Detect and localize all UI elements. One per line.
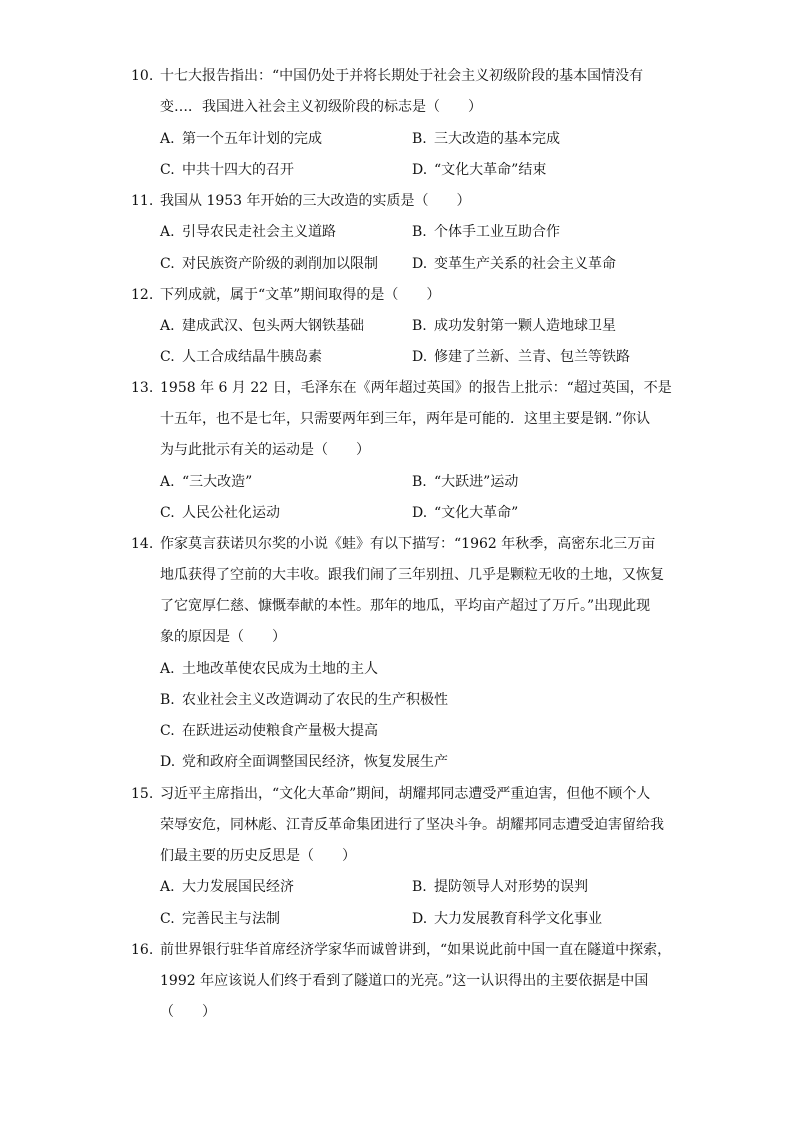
question-stem-line: 1958 年 6 月 22 日，毛泽东在《两年超过英国》的报告上批示：“超过英国，不是 bbox=[160, 380, 672, 396]
question-stem-line: 象的原因是（ ） bbox=[160, 629, 286, 645]
option-a[interactable]: A. 建成武汉、包头两大钢铁基础 bbox=[160, 318, 364, 334]
option-b[interactable]: B. “大跃进”运动 bbox=[412, 474, 519, 490]
option-c[interactable]: C. 对民族资产阶级的剥削加以限制 bbox=[160, 256, 378, 272]
option-a[interactable]: A. 土地改革使农民成为土地的主人 bbox=[160, 661, 378, 677]
option-c[interactable]: C. 人工合成结晶牛胰岛素 bbox=[160, 349, 322, 365]
question-stem-line: （ ） bbox=[160, 1004, 216, 1020]
question-stem-line: 变…．我国进入社会主义初级阶段的标志是（ ） bbox=[160, 99, 482, 115]
question-stem-line: 们最主要的历史反思是（ ） bbox=[160, 848, 356, 864]
question-stem-line: 荣辱安危，同林彪、江青反革命集团进行了坚决斗争。胡耀邦同志遭受迫害留给我 bbox=[160, 817, 664, 833]
question-number: 11. bbox=[131, 193, 154, 209]
question-stem-line: 十五年，也不是七年，只需要两年到三年，两年是可能的．这里主要是钢．”你认 bbox=[160, 411, 651, 427]
question-stem-line: 地瓜获得了空前的大丰收。跟我们闹了三年别扭、几乎是颗粒无收的土地，又恢复 bbox=[160, 567, 664, 583]
question-stem-line: 为与此批示有关的运动是（ ） bbox=[160, 442, 370, 458]
question-number: 13. bbox=[131, 380, 154, 396]
option-c[interactable]: C. 在跃进运动使粮食产量极大提高 bbox=[160, 723, 378, 739]
question-stem-line: 1992 年应该说人们终于看到了隧道口的光亮。”这一认识得出的主要依据是中国 bbox=[160, 973, 649, 989]
option-b[interactable]: B. 成功发射第一颗人造地球卫星 bbox=[412, 318, 616, 334]
option-c[interactable]: C. 人民公社化运动 bbox=[160, 505, 280, 521]
option-a[interactable]: A. 第一个五年计划的完成 bbox=[160, 131, 322, 147]
question-number: 12. bbox=[131, 287, 154, 303]
question-number: 10. bbox=[131, 68, 154, 84]
option-b[interactable]: B. 个体手工业互助合作 bbox=[412, 224, 560, 240]
option-d[interactable]: D. 党和政府全面调整国民经济，恢复发展生产 bbox=[160, 754, 448, 770]
option-c[interactable]: C. 完善民主与法制 bbox=[160, 911, 280, 927]
option-d[interactable]: D. “文化大革命”结束 bbox=[412, 162, 547, 178]
question-number: 16. bbox=[131, 942, 154, 958]
question-stem-line: 作家莫言获诺贝尔奖的小说《蛙》有以下描写：“1962 年秋季，高密东北三万亩 bbox=[160, 536, 656, 552]
question-number: 15. bbox=[131, 786, 154, 802]
question-stem-line: 前世界银行驻华首席经济学家华而诚曾讲到，“如果说此前中国一直在隧道中探索， bbox=[160, 942, 672, 958]
option-c[interactable]: C. 中共十四大的召开 bbox=[160, 162, 294, 178]
question-stem-line: 我国从 1953 年开始的三大改造的实质是（ ） bbox=[160, 193, 471, 209]
question-stem-line: 习近平主席指出，“文化大革命”期间，胡耀邦同志遭受严重迫害，但他不顾个人 bbox=[160, 786, 651, 802]
option-b[interactable]: B. 提防领导人对形势的误判 bbox=[412, 879, 588, 895]
option-d[interactable]: D. 大力发展教育科学文化事业 bbox=[412, 911, 602, 927]
question-stem-line: 十七大报告指出：“中国仍处于并将长期处于社会主义初级阶段的基本国情没有 bbox=[160, 68, 644, 84]
question-stem-line: 了它宽厚仁慈、慷慨奉献的本性。那年的地瓜，平均亩产超过了万斤。”出现此现 bbox=[160, 598, 651, 614]
option-d[interactable]: D. 修建了兰新、兰青、包兰等铁路 bbox=[412, 349, 630, 365]
option-b[interactable]: B. 农业社会主义改造调动了农民的生产积极性 bbox=[160, 692, 448, 708]
option-a[interactable]: A. 引导农民走社会主义道路 bbox=[160, 224, 336, 240]
option-a[interactable]: A. 大力发展国民经济 bbox=[160, 879, 294, 895]
option-b[interactable]: B. 三大改造的基本完成 bbox=[412, 131, 560, 147]
option-a[interactable]: A. “三大改造” bbox=[160, 474, 253, 490]
option-d[interactable]: D. “文化大革命” bbox=[412, 505, 519, 521]
option-d[interactable]: D. 变革生产关系的社会主义革命 bbox=[412, 256, 616, 272]
question-stem-line: 下列成就，属于“文革”期间取得的是（ ） bbox=[160, 287, 441, 303]
question-number: 14. bbox=[131, 536, 154, 552]
